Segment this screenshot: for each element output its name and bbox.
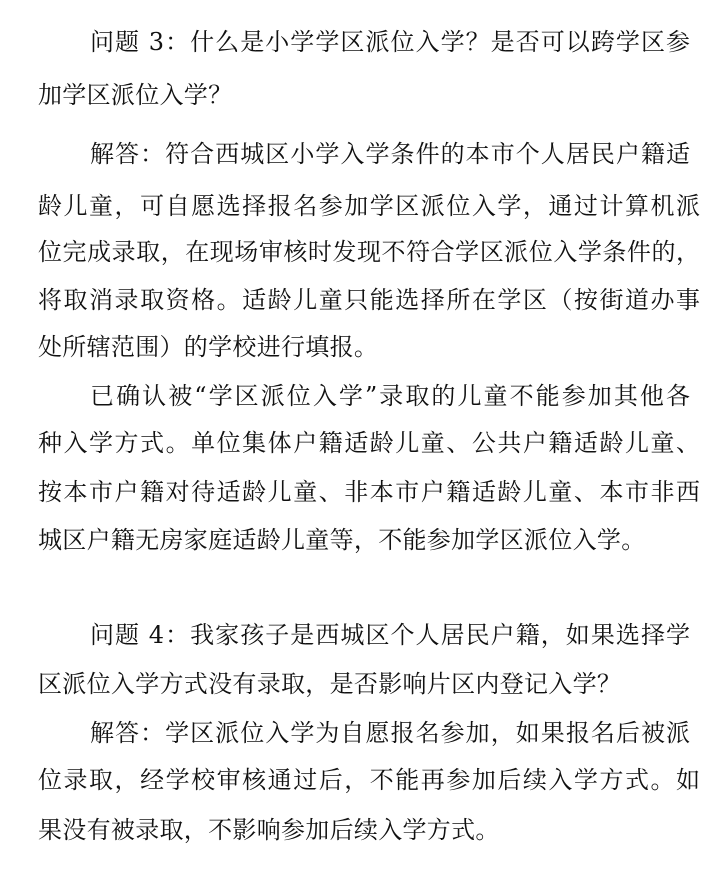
answer-line: 按本市户籍对待适龄儿童、非本市户籍适龄儿童、本市非西	[38, 478, 700, 506]
answer-line: 已确认被“学区派位入学”录取的儿童不能参加其他各	[90, 382, 690, 410]
answer-line: 位录取，经学校审核通过后，不能再参加后续入学方式。如	[38, 766, 700, 794]
answer-line: 处所辖范围）的学校进行填报。	[38, 333, 379, 361]
question-line: 区派位入学方式没有录取，是否影响片区内登记入学？	[38, 670, 622, 698]
answer-line: 龄儿童，可自愿选择报名参加学区派位入学，通过计算机派	[38, 192, 700, 220]
answer-line: 果没有被录取，不影响参加后续入学方式。	[38, 816, 500, 844]
question-line: 加学区派位入学？	[38, 81, 233, 109]
question-line: 问题 4：我家孩子是西城区个人居民户籍，如果选择学	[90, 621, 690, 649]
answer-line: 种入学方式。单位集体户籍适龄儿童、公共户籍适龄儿童、	[38, 429, 700, 457]
answer-line: 将取消录取资格。适龄儿童只能选择所在学区（按街道办事	[38, 286, 700, 314]
answer-line: 位完成录取，在现场审核时发现不符合学区派位入学条件的，	[38, 238, 700, 266]
answer-line: 解答：学区派位入学为自愿报名参加，如果报名后被派	[90, 719, 690, 747]
answer-line: 城区户籍无房家庭适龄儿童等，不能参加学区派位入学。	[38, 526, 646, 554]
answer-line: 解答：符合西城区小学入学条件的本市个人居民户籍适	[90, 140, 690, 168]
question-line: 问题 3：什么是小学学区派位入学？是否可以跨学区参	[90, 28, 690, 56]
